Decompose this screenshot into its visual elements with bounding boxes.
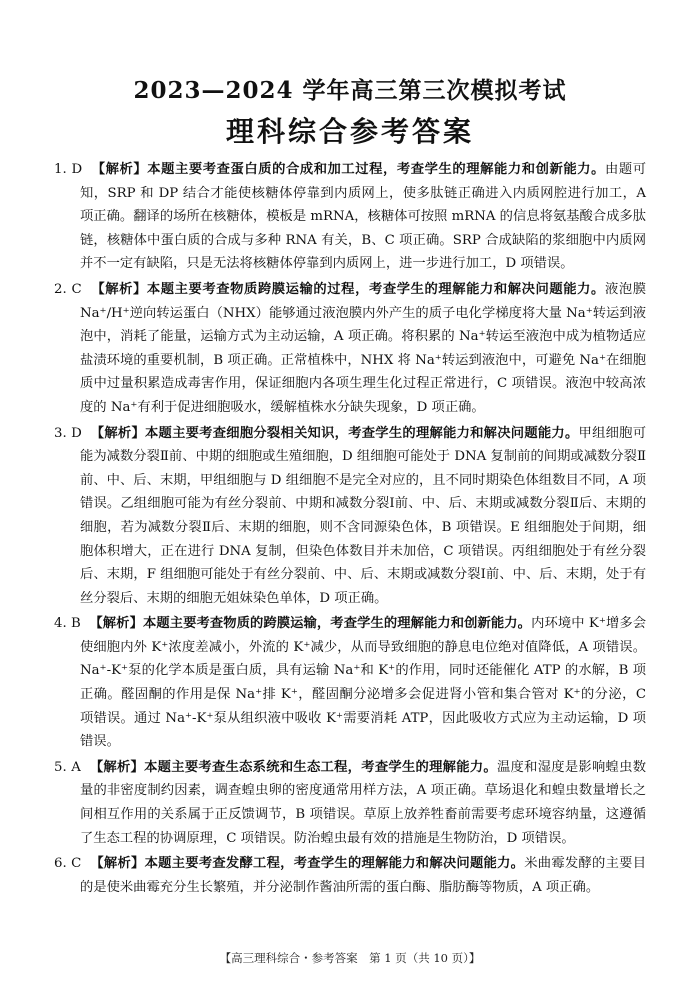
analysis-text: 内环境中 K⁺增多会使细胞内外 K⁺浓度差减小，外流的 K⁺减少，从而导致细胞的静息电位绝对值降低，A 项错误。Na⁺-K⁺泵的化学本质是蛋白质，具有运输 Na⁺和 K⁺的作用，同时还能催化 ATP 的水解，B 项正确。醛固酮的作用是保 Na⁺排 K⁺，醛固酮分泌增多会促进肾小管和集合管对 K⁺的分泌，C 项错误。通过 Na⁺-K⁺泵从组织液中吸收 K⁺需要消耗 ATP，因此吸收方式应为主动运输，D 项错误。 [80,616,647,750]
answer-item-5 [54,756,646,850]
answer-item-4 [54,612,646,754]
answer-label: 2. C [54,281,82,297]
analysis-text: 米曲霉发酵的主要目的是使米曲霉充分生长繁殖，并分泌制作酱油所需的蛋白酶、脂肪酶等物质，A 项正确。 [80,856,647,895]
answer-item-1 [54,158,646,276]
analysis-tag: 【解析】本题主要考查蛋白质的合成和加工过程，考查学生的理解能力和创新能力。 [91,162,605,177]
page-subtitle: 理科综合参考答案 [225,115,474,148]
analysis-text: 由题可知，SRP 和 DP 结合才能使核糖体停靠到内质网上，使多肽链正确进入内质网腔进行加工，A 项正确。翻译的场所在核糖体，模板是 mRNA，核糖体可按照 mRNA 的信息将氨基酸合成多肽链，核糖体中蛋白质的合成与多种 RNA 有关，B、C 项正确。SRP 合成缺陷的浆细胞中内质网并不一定有缺陷，只是无法将核糖体停靠到内质网上，进一步进行加工，D 项错误。 [80,162,647,272]
analysis-text: 温度和湿度是影响蝗虫数量的非密度制约因素，调查蝗虫卵的密度通常用样方法，A 项正确。草场退化和蝗虫数量增长之间相互作用的关系属于正反馈调节，B 项错误。草原上放养牲畜前需要考虑环境容纳量，这遵循了生态工程的协调原理，C 项错误。防治蝗虫最有效的措施是生物防治，D 项错误。 [80,759,647,846]
analysis-text: 液泡膜 Na⁺/H⁺逆向转运蛋白（NHX）能够通过液泡膜内外产生的质子电化学梯度将大量 Na⁺转运到液泡中，消耗了能量，运输方式为主动运输，A 项正确。将积累的 Na⁺转运至液泡中成为植物适应盐渍环境的重要机制，B 项正确。正常植株中，NHX 将 Na⁺转运到液泡中，可避免 Na⁺在细胞质中过量积累造成毒害作用，保证细胞内各项生理生化过程正常进行，C 项错误。液泡中较高浓度的 Na⁺有利于促进细胞吸水，缓解植株水分缺失现象，D 项正确。 [80,281,646,415]
answer-list [54,158,646,901]
answer-item-6 [54,852,646,899]
analysis-tag: 【解析】本题主要考查发酵工程，考查学生的理解能力和解决问题能力。 [90,856,525,872]
answer-item-3 [54,422,646,611]
answer-label: 3. D [54,425,82,441]
analysis-tag: 【解析】本题主要考查物质跨膜运输的过程，考查学生的理解能力和解决问题能力。 [91,281,605,297]
page-footer: 【高三理科综合・参考答案 第 1 页（共 10 页）】 [219,951,481,965]
analysis-tag: 【解析】本题主要考查细胞分裂相关知识，考查学生的理解能力和解决问题能力。 [90,425,579,441]
answer-label: 6. C [54,856,82,872]
answer-label: 5. A [54,759,81,775]
exam-title: 2023—2024 学年高三第三次模拟考试 [133,77,567,104]
answer-label: 4. B [54,616,81,632]
answer-label: 1. D [54,162,83,177]
answer-item-2 [54,278,646,420]
analysis-tag: 【解析】本题主要考查物质的跨膜运输，考查学生的理解能力和创新能力。 [89,616,532,632]
analysis-text: 甲组细胞可能为减数分裂Ⅱ前、中期的细胞或生殖细胞，D 组细胞可能处于 DNA 复制前的间期或减数分裂Ⅱ前、中、后、末期，甲组细胞与 D 组细胞不是完全对应的，且不同时期染色体组数目不同，A 项错误。乙组细胞可能为有丝分裂前、中期和减数分裂Ⅰ前、中、后、末期或减数分裂Ⅱ后、末期的细胞，若为减数分裂Ⅱ后、末期的细胞，则不含同源染色体，B 项错误。E 组细胞处于间期，细胞体积增大，正在进行 DNA 复制，但染色体数目并未加倍，C 项错误。丙组细胞处于有丝分裂后、末期，F 组细胞可能处于有丝分裂前、中、后、末期或减数分裂Ⅰ前、中、后、末期，处于有丝分裂后、末期的细胞无姐妹染色单体，D 项正确。 [80,425,647,606]
analysis-tag: 【解析】本题主要考查生态系统和生态工程，考查学生的理解能力。 [89,759,497,775]
